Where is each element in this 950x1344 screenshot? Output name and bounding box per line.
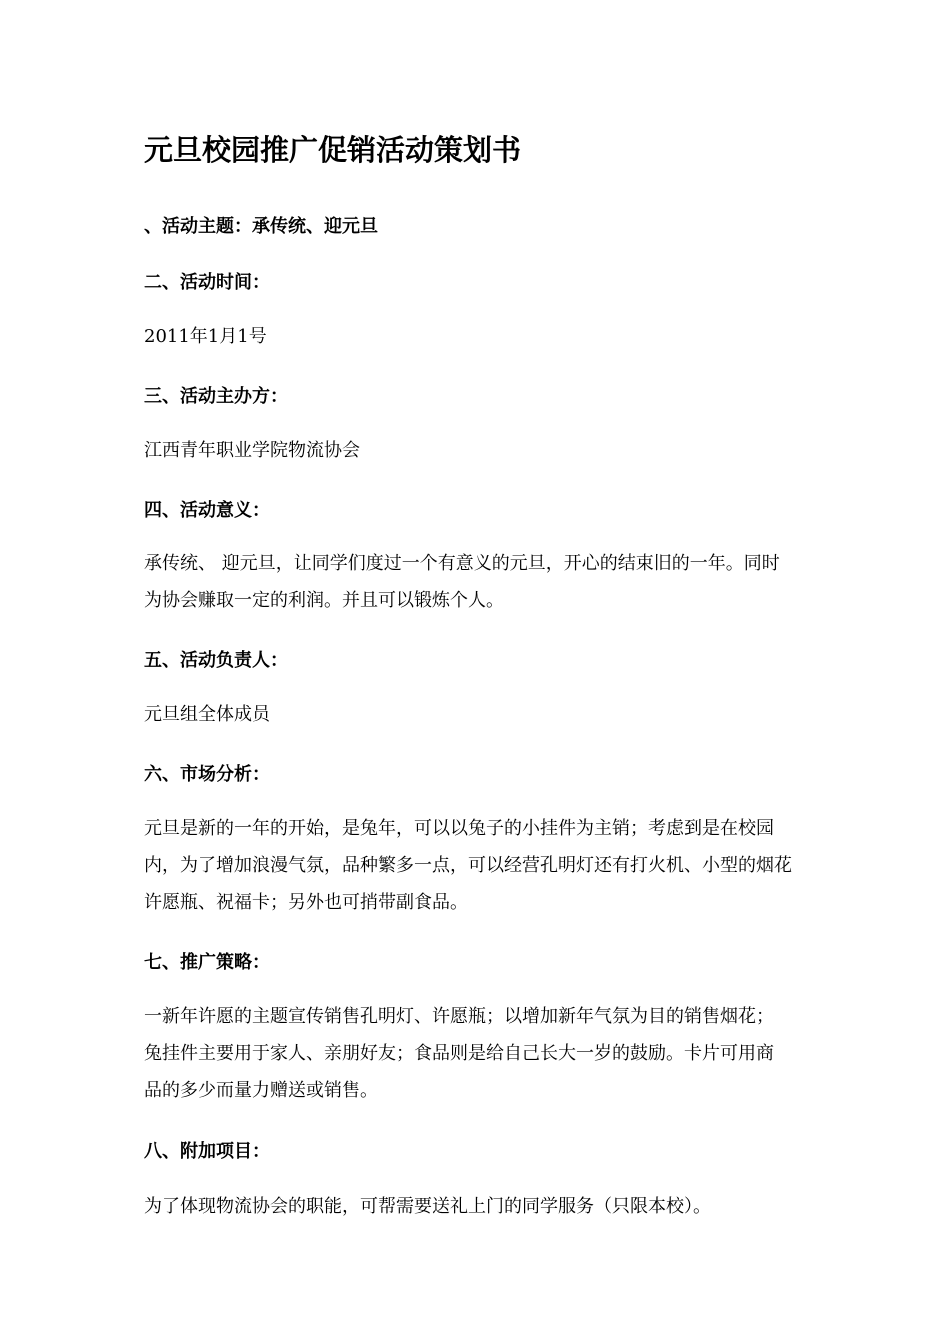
body-line: 为协会赚取一定的利润。并且可以锻炼个人。 <box>144 590 504 611</box>
section-heading-theme: 、活动主题：承传统、迎元旦 <box>144 216 378 237</box>
body-line: 元旦是新的一年的开始，是兔年，可以以兔子的小挂件为主销；考虑到是在校园 <box>144 818 774 839</box>
section-body-responsible: 元旦组全体成员 <box>144 704 270 725</box>
section-heading-organizer: 三、活动主办方： <box>144 386 288 407</box>
body-line: 承传统、 迎元旦，让同学们度过一个有意义的元旦，开心的结束旧的一年。同时 <box>144 553 780 574</box>
section-body-strategy <box>144 998 816 1109</box>
section-body-additional: 为了体现物流协会的职能，可帮需要送礼上门的同学服务（只限本校）。 <box>144 1196 711 1217</box>
section-heading-responsible: 五、活动负责人： <box>144 650 288 671</box>
body-line: 内，为了增加浪漫气氛，品种繁多一点，可以经营孔明灯还有打火机、小型的烟花 <box>144 855 792 876</box>
section-body-time: 2011年1月1号 <box>144 326 267 347</box>
body-line: 一新年许愿的主题宣传销售孔明灯、许愿瓶；以增加新年气氛为目的销售烟花； <box>144 1006 774 1027</box>
section-heading-additional: 八、附加项目： <box>144 1141 270 1162</box>
section-heading-strategy: 七、推广策略： <box>144 952 270 973</box>
section-heading-market: 六、市场分析： <box>144 764 270 785</box>
section-body-market <box>144 810 816 921</box>
section-body-significance <box>144 545 816 619</box>
section-heading-time: 二、活动时间： <box>144 272 270 293</box>
body-line: 兔挂件主要用于家人、亲朋好友；食品则是给自己长大一岁的鼓励。卡片可用商 <box>144 1043 774 1064</box>
body-line: 许愿瓶、祝福卡；另外也可捎带副食品。 <box>144 892 468 913</box>
section-heading-significance: 四、活动意义： <box>144 500 270 521</box>
body-line: 品的多少而量力赠送或销售。 <box>144 1080 378 1101</box>
document-title: 元旦校园推广促销活动策划书 <box>144 133 522 167</box>
section-body-organizer: 江西青年职业学院物流协会 <box>144 440 360 461</box>
